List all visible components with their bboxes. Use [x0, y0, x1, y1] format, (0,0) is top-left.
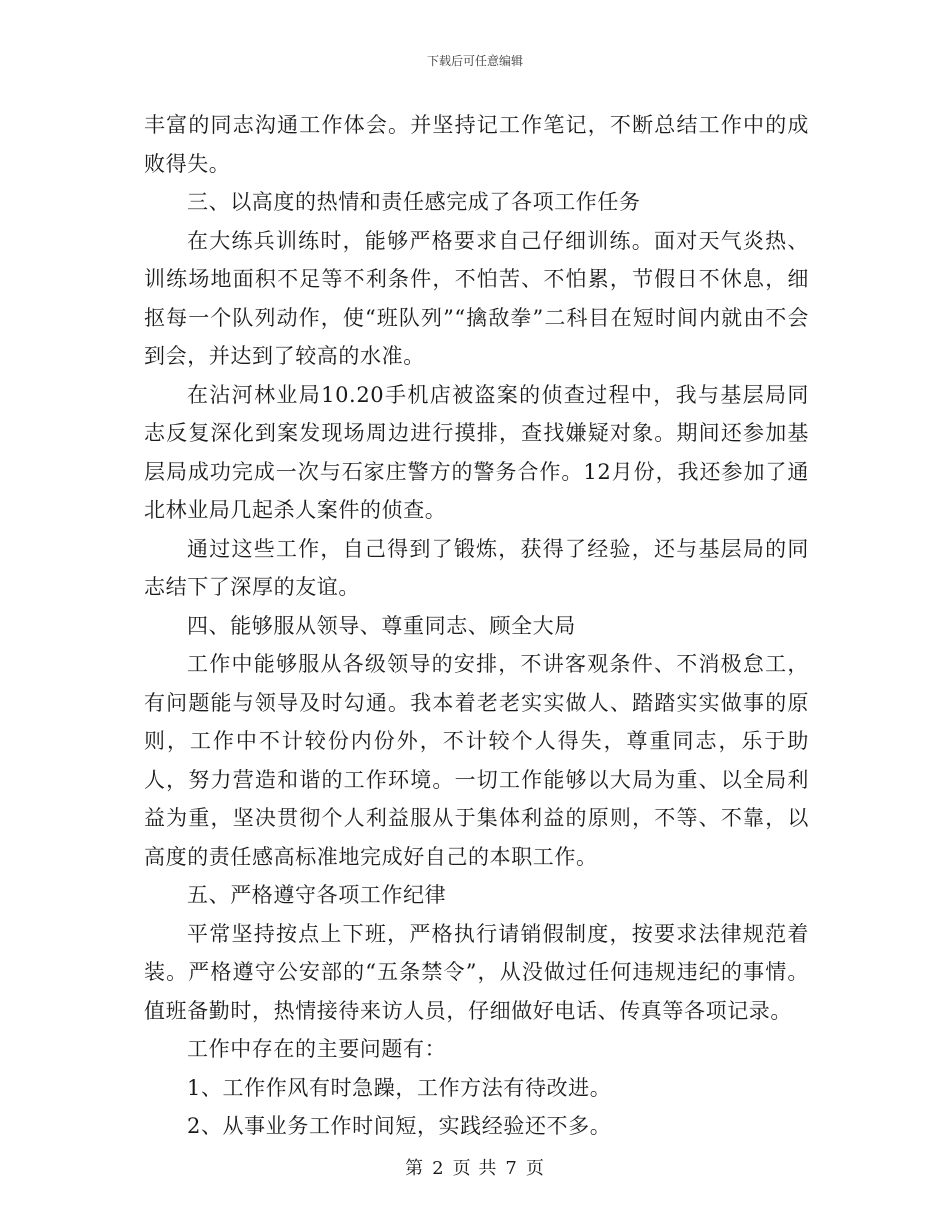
page-header-note: 下载后可任意编辑: [426, 54, 523, 68]
paragraph-experience: 通过这些工作，自己得到了锻炼，获得了经验，还与基层局的同志结下了深厚的友谊。: [144, 536, 809, 599]
paragraph-discipline: 平常坚持按点上下班，严格执行请销假制度，按要求法律规范着装。严格遵守公安部的“五条禁令”，从没做过任何违规违纪的事情。值班备勤时，热情接待来访人员，仔细做好电话、传真等各项记录。: [144, 921, 809, 1023]
paragraph-1: 丰富的同志沟通工作体会。并坚持记工作笔记，不断总结工作中的成败得失。: [144, 113, 809, 176]
paragraph-obedience: 工作中能够服从各级领导的安排，不讲客观条件、不消极怠工，有问题能与领导及时勾通。我本着老老实实做人、踏踏实实做事的原则，工作中不计较份内份外，不计较个人得失，尊重同志，乐于助人，努力营造和谐的工作环境。一切工作能够以大局为重、以全局利益为重，坚决贯彻个人利益服从于集体利益的原则，不等、不靠，以高度的责任感高标准地完成好自己的本职工作。: [144, 652, 809, 869]
footer-current-page: 2: [432, 1158, 445, 1179]
page-number-footer: [0, 1154, 950, 1180]
problems-heading: 工作中存在的主要问题有：: [187, 1037, 447, 1061]
section-heading-4: 四、能够服从领导、尊重同志、顾全大局: [187, 613, 576, 638]
problem-item-1: 1、工作作风有时急躁，工作方法有待改进。: [187, 1075, 612, 1100]
document-body: [144, 106, 809, 1146]
footer-prefix: 第: [405, 1158, 425, 1179]
footer-suffix: 页: [525, 1158, 545, 1179]
section-heading-5: 五、严格遵守各项工作纪律: [187, 883, 447, 907]
footer-middle: 页 共: [452, 1158, 498, 1179]
paragraph-training: 在大练兵训练时，能够严格要求自己仔细训练。面对天气炎热、训练场地面积不足等不利条件，不怕苦、不怕累，节假日不休息，细抠每一个队列动作，使“班队列”“擒敌拳”二科目在短时间内就由不会到会，并达到了较高的水准。: [144, 228, 809, 368]
section-heading-3: 三、以高度的热情和责任感完成了各项工作任务: [187, 190, 641, 214]
footer-total-pages: 7: [505, 1158, 518, 1179]
paragraph-investigation: 在沾河林业局10.20手机店被盗案的侦查过程中，我与基层局同志反复深化到案发现场周边进行摸排，查找嫌疑对象。期间还参加基层局成功完成一次与石家庄警方的警务合作。12月份，我还参加了通北林业局几起杀人案件的侦查。: [144, 382, 809, 522]
problem-item-2: 2、从事业务工作时间短，实践经验还不多。: [187, 1114, 612, 1138]
